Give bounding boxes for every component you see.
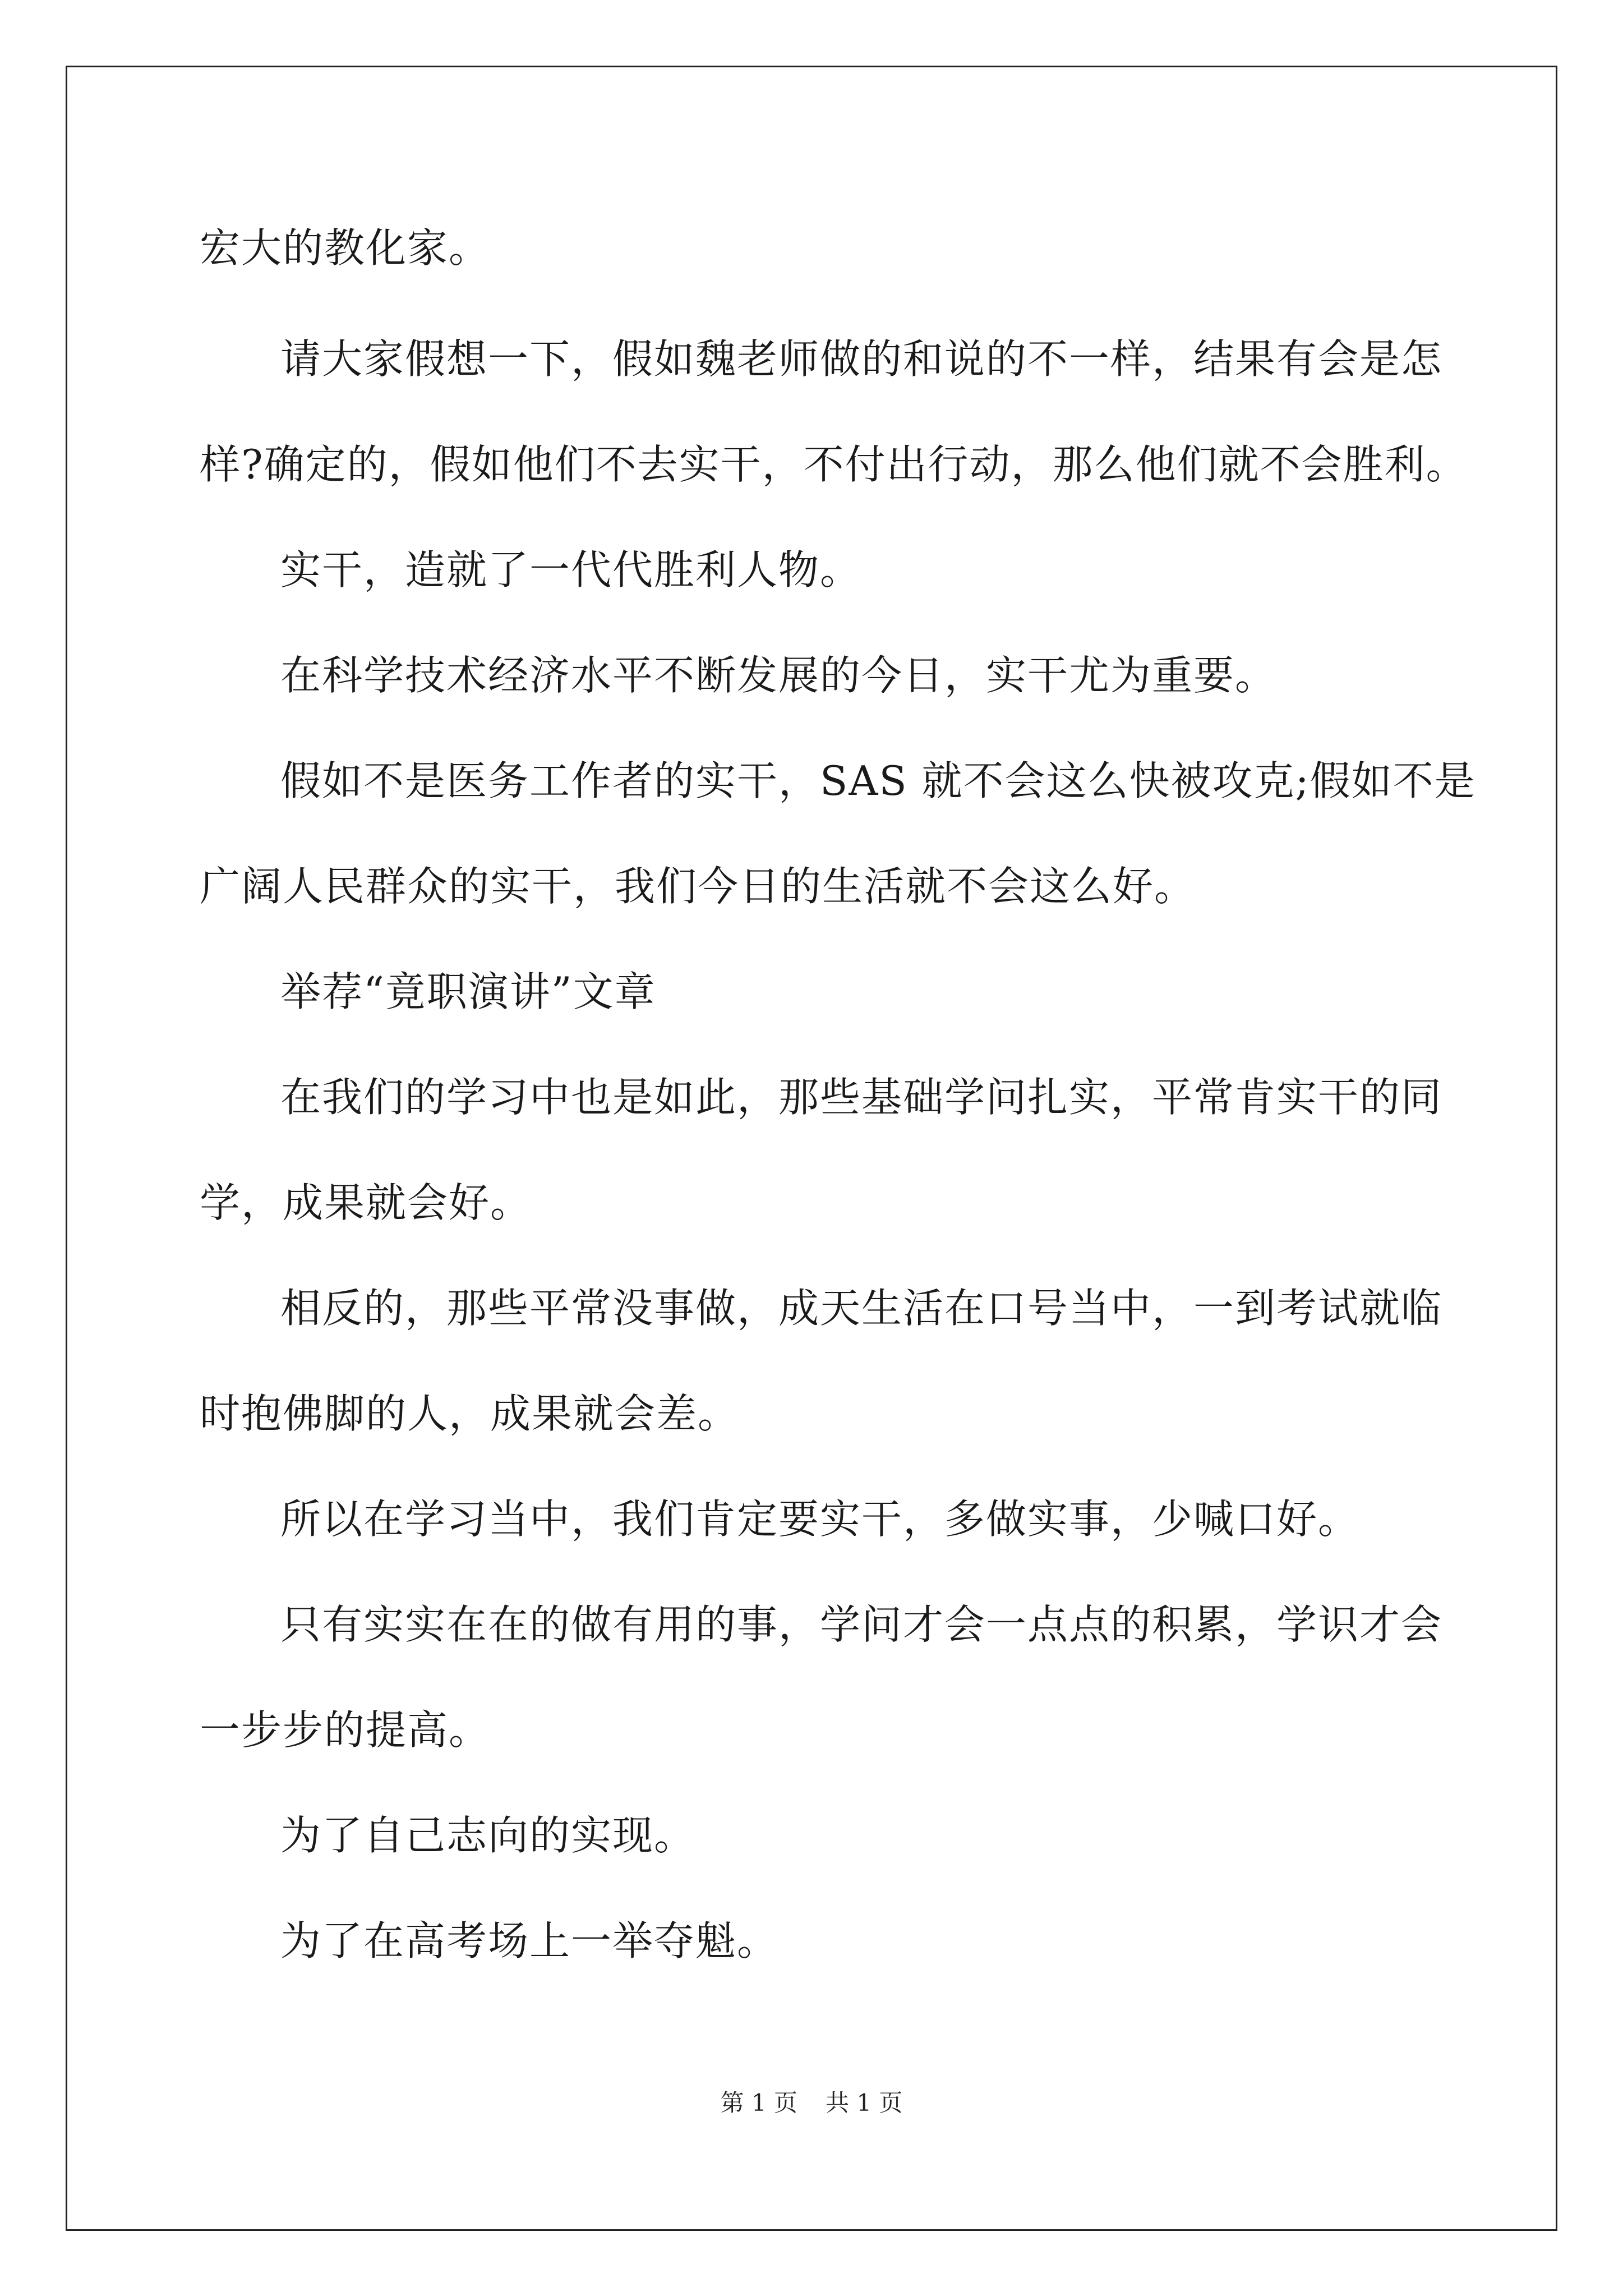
text-line: 宏大的教化家。	[200, 224, 491, 272]
text-line: 一步步的提高。	[200, 1706, 491, 1754]
text-line: 实干，造就了一代代胜利人物。	[280, 546, 862, 593]
text-line: 在我们的学习中也是如此，那些基础学问扎实，平常肯实干的同	[280, 1074, 1443, 1121]
text-line: 在科学技术经济水平不断发展的今日，实干尤为重要。	[280, 652, 1277, 699]
text-line: 学，成果就会好。	[200, 1179, 532, 1226]
text-line: 广阔人民群众的实干，我们今日的生活就不会这么好。	[200, 863, 1196, 910]
text-line: 为了在高考场上一举夺魁。	[280, 1917, 779, 1964]
page-number: 第 1 页	[720, 2089, 797, 2116]
text-line: 请大家假想一下，假如魏老师做的和说的不一样，结果有会是怎	[280, 335, 1443, 383]
text-line: 样?确定的，假如他们不去实干，不付出行动，那么他们就不会胜利。	[200, 441, 1468, 488]
page-border	[66, 66, 1557, 2231]
text-line: 假如不是医务工作者的实干，SAS 就不会这么快被攻克;假如不是	[280, 757, 1476, 804]
text-line: 只有实实在在的做有用的事，学问才会一点点的积累，学识才会	[280, 1601, 1443, 1648]
text-line: 举荐“竟职演讲”文章	[280, 968, 656, 1015]
page-footer	[0, 2090, 1623, 2116]
text-line: 为了自己志向的实现。	[280, 1812, 696, 1859]
page-total: 共 1 页	[826, 2089, 903, 2116]
text-line: 相反的，那些平常没事做，成天生活在口号当中，一到考试就临	[280, 1285, 1443, 1332]
text-line: 所以在学习当中，我们肯定要实干，多做实事，少喊口好。	[280, 1496, 1360, 1543]
text-line: 时抱佛脚的人，成果就会差。	[200, 1390, 740, 1437]
